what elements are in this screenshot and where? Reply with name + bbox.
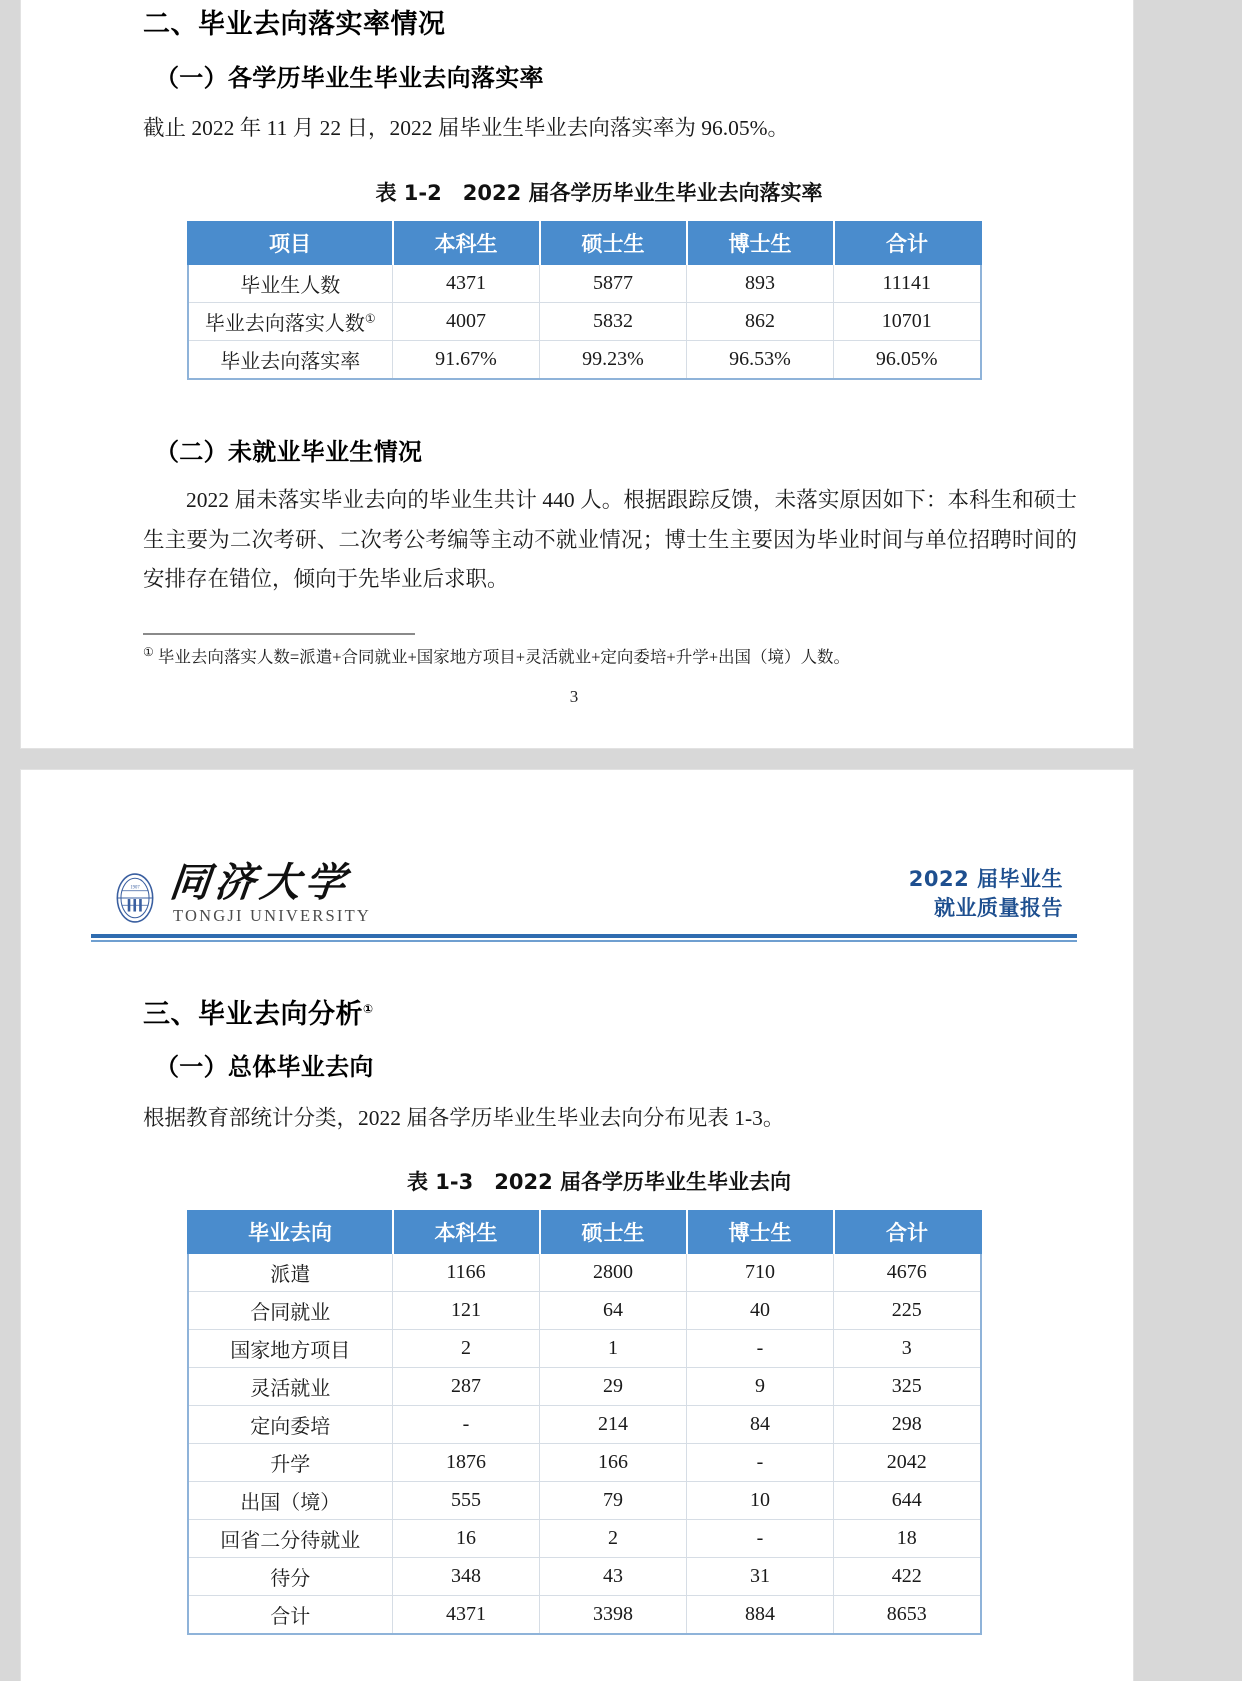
table-cell: 2 (393, 1330, 540, 1368)
table-cell: 4676 (834, 1254, 981, 1292)
table-cell: 644 (834, 1482, 981, 1520)
table-row-label: 定向委培 (188, 1406, 393, 1444)
table-row (188, 1444, 981, 1482)
table-cell: 10701 (834, 303, 981, 341)
table-cell: 422 (834, 1558, 981, 1596)
footnote-marker: ① (363, 1002, 374, 1016)
table-row (188, 265, 981, 303)
table-cell: 555 (393, 1482, 540, 1520)
table-cell: 121 (393, 1292, 540, 1330)
table-1-3-body (188, 1254, 981, 1635)
table-cell: 96.53% (687, 341, 834, 380)
table-cell: 2 (540, 1520, 687, 1558)
table-col-header: 合计 (834, 1211, 981, 1254)
table-row (188, 1406, 981, 1444)
subsection-heading-2-1: （一）总体毕业去向 (155, 1053, 374, 1081)
table-cell: 40 (687, 1292, 834, 1330)
table-1-2-header (188, 222, 981, 265)
table-cell: - (393, 1406, 540, 1444)
table-col-header: 毕业去向 (188, 1211, 393, 1254)
table-row-label: 回省二分待就业 (188, 1520, 393, 1558)
table-cell: 99.23% (540, 341, 687, 380)
subsection-heading-1-1: （一）各学历毕业生毕业去向落实率 (155, 64, 544, 92)
table-cell: - (687, 1330, 834, 1368)
table-1-3-caption: 表 1-3 2022 届各学历毕业生毕业去向 (406, 1170, 791, 1195)
footnote-marker: ① (143, 645, 154, 660)
table-1-2-body (188, 265, 981, 380)
table-cell: 1 (540, 1330, 687, 1368)
university-seal-icon (109, 872, 161, 924)
logo-text-block (167, 858, 371, 925)
section-heading-three (91, 992, 1077, 1031)
table-row-label: 待分 (188, 1558, 393, 1596)
table-header-row (188, 1211, 981, 1254)
report-tag-line-2: 就业质量报告 (934, 895, 1063, 920)
footnote-text: 毕业去向落实人数=派遣+合同就业+国家地方项目+灵活就业+定向委培+升学+出国（境）人数。 (157, 647, 851, 667)
table-col-header: 博士生 (687, 1211, 834, 1254)
table-cell: 348 (393, 1558, 540, 1596)
table-cell: 3398 (540, 1596, 687, 1635)
table-cell: 325 (834, 1368, 981, 1406)
table-cell: 79 (540, 1482, 687, 1520)
page-header (91, 836, 1077, 934)
table-col-header: 硕士生 (540, 222, 687, 265)
table-row (188, 1330, 981, 1368)
table-row-label (188, 303, 393, 341)
table-cell: 4007 (393, 303, 540, 341)
row-label-text: 毕业生人数 (240, 275, 341, 298)
table-row-label: 升学 (188, 1444, 393, 1482)
report-title-tag (909, 865, 1063, 922)
table-row (188, 1292, 981, 1330)
logo-english-name: TONGJI UNIVERSITY (173, 905, 371, 925)
table-col-header: 硕士生 (540, 1211, 687, 1254)
table-cell: 31 (687, 1558, 834, 1596)
table-col-header: 项目 (188, 222, 393, 265)
footnote-1 (91, 635, 1077, 669)
table-cell: 225 (834, 1292, 981, 1330)
table-row-label: 合同就业 (188, 1292, 393, 1330)
table-row (188, 1254, 981, 1292)
table-cell: - (687, 1520, 834, 1558)
table-row (188, 1596, 981, 1635)
document-page-1 (21, 0, 1133, 748)
table-row (188, 1368, 981, 1406)
table-row-label: 合计 (188, 1596, 393, 1635)
table-cell: 64 (540, 1292, 687, 1330)
table-row-label: 派遣 (188, 1254, 393, 1292)
table-cell: 214 (540, 1406, 687, 1444)
tongji-logo (109, 858, 371, 925)
table-cell: 9 (687, 1368, 834, 1406)
table-cell: 862 (687, 303, 834, 341)
table-1-2-caption: 表 1-2 2022 届各学历毕业生毕业去向落实率 (375, 181, 823, 206)
table-row-label: 出国（境） (188, 1482, 393, 1520)
table-col-header: 博士生 (687, 222, 834, 265)
table-cell: 4371 (393, 265, 540, 303)
table-cell: 84 (687, 1406, 834, 1444)
table-1-2 (187, 221, 982, 380)
table-row (188, 341, 981, 380)
table-row-label (188, 341, 393, 380)
header-divider (91, 934, 1077, 942)
table-cell: 884 (687, 1596, 834, 1635)
table-cell: 298 (834, 1406, 981, 1444)
table-cell: 10 (687, 1482, 834, 1520)
table-cell: 2042 (834, 1444, 981, 1482)
table-cell: 287 (393, 1368, 540, 1406)
table-col-header: 本科生 (393, 222, 540, 265)
section-heading-two: 二、毕业去向落实率情况 (143, 9, 446, 40)
paragraph-unemployed-graduates: 2022 届未落实毕业去向的毕业生共计 440 人。根据跟踪反馈，未落实原因如下：本科生和硕士生主要为二次考研、二次考公考编等主动不就业情况；博士生主要因为毕业时间与单位招聘时间的安排存在错位，倾向于先毕业后求职。 (143, 488, 1077, 592)
table-header-row (188, 222, 981, 265)
table-cell: 1876 (393, 1444, 540, 1482)
table-cell: - (687, 1444, 834, 1482)
document-page-2 (21, 770, 1133, 1681)
table-row (188, 1482, 981, 1520)
table-1-3 (187, 1210, 982, 1635)
table-cell: 2800 (540, 1254, 687, 1292)
table-row-label (188, 265, 393, 303)
table-cell: 29 (540, 1368, 687, 1406)
table-row (188, 1520, 981, 1558)
paragraph-placement-rate: 截止 2022 年 11 月 22 日，2022 届毕业生毕业去向落实率为 96.05%。 (143, 116, 789, 140)
section-heading-text: 三、毕业去向分析 (143, 999, 363, 1030)
footnote-marker: ① (364, 311, 376, 326)
table-cell: 43 (540, 1558, 687, 1596)
table-cell: 11141 (834, 265, 981, 303)
table-row-label: 国家地方项目 (188, 1330, 393, 1368)
logo-chinese-name: 同济大学 (167, 858, 353, 906)
subsection-heading-1-2: （二）未就业毕业生情况 (155, 438, 423, 467)
table-cell: 96.05% (834, 341, 981, 380)
table-col-header: 本科生 (393, 1211, 540, 1254)
table-cell: 3 (834, 1330, 981, 1368)
page-number: 3 (569, 686, 579, 706)
table-col-header: 合计 (834, 222, 981, 265)
table-cell: 8653 (834, 1596, 981, 1635)
paragraph-overall-destination: 根据教育部统计分类，2022 届各学历毕业生毕业去向分布见表 1-3。 (143, 1106, 785, 1130)
table-cell: 166 (540, 1444, 687, 1482)
table-cell: 4371 (393, 1596, 540, 1635)
table-cell: 1166 (393, 1254, 540, 1292)
table-cell: 5877 (540, 265, 687, 303)
table-cell: 91.67% (393, 341, 540, 380)
row-label-text: 毕业去向落实率 (220, 351, 361, 374)
table-1-3-header (188, 1211, 981, 1254)
table-cell: 5832 (540, 303, 687, 341)
table-cell: 893 (687, 265, 834, 303)
svg-text:1907: 1907 (130, 885, 140, 891)
table-cell: 710 (687, 1254, 834, 1292)
table-cell: 18 (834, 1520, 981, 1558)
table-row (188, 303, 981, 341)
report-tag-line-1: 2022 届毕业生 (908, 867, 1063, 892)
table-row (188, 1558, 981, 1596)
table-row-label: 灵活就业 (188, 1368, 393, 1406)
row-label-text: 毕业去向落实人数 (204, 313, 365, 336)
table-cell: 16 (393, 1520, 540, 1558)
